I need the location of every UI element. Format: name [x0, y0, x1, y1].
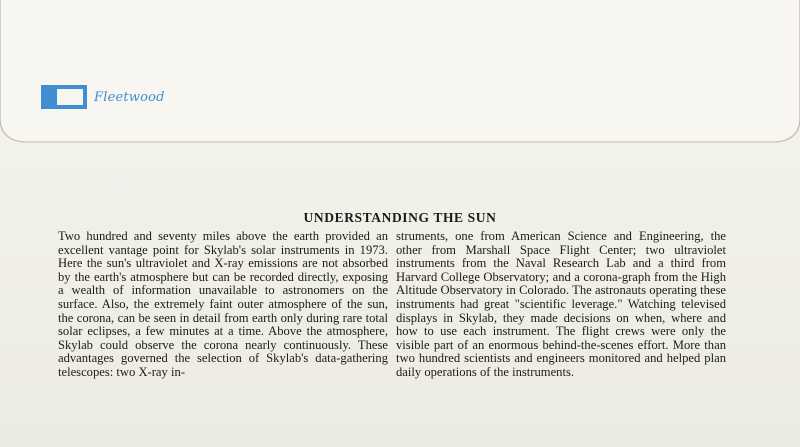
fleetwood-logo-icon [41, 85, 87, 109]
brand [41, 84, 165, 110]
article-column-left: Two hundred and seventy miles above the earth provided an excellent vantage point for Skylab's solar instruments in 1973. Here the sun's ultraviolet and X-ray emissions are not absorbed by the earth's atmosphere but can be recorded directly, exposing a wealth of information unavailable to astronomers on the surface. Also, the extremely faint outer atmosphere of the sun, the corona, can be seen in detail from earth only during rare total solar eclipses, a few minutes at a time. Above the atmosphere, Skylab could observe the corona nearly continuously. These advantages governed the selection of Skylab's data-gathering telescopes: two X-ray in- [58, 229, 388, 379]
brand-name: Fleetwood [94, 89, 165, 105]
article-column-right: struments, one from American Science and Engineering, the other from Marshall Space Flight Center; two ultraviolet instruments from the Naval Research Lab and a third from Harvard College Observatory; and a corona-graph from the High Altitude Observatory in Colorado. The astronauts operating these instruments had great "scientific leverage." Watching televised displays in Skylab, they made decisions on when, where and how to use each instrument. The flight crews were only the visible part of an enormous behind-the-scenes effort. More than two hundred scientists and engineers monitored and helped plan daily operations of the instruments. [396, 229, 726, 379]
article-title: UNDERSTANDING THE SUN [303, 210, 497, 225]
